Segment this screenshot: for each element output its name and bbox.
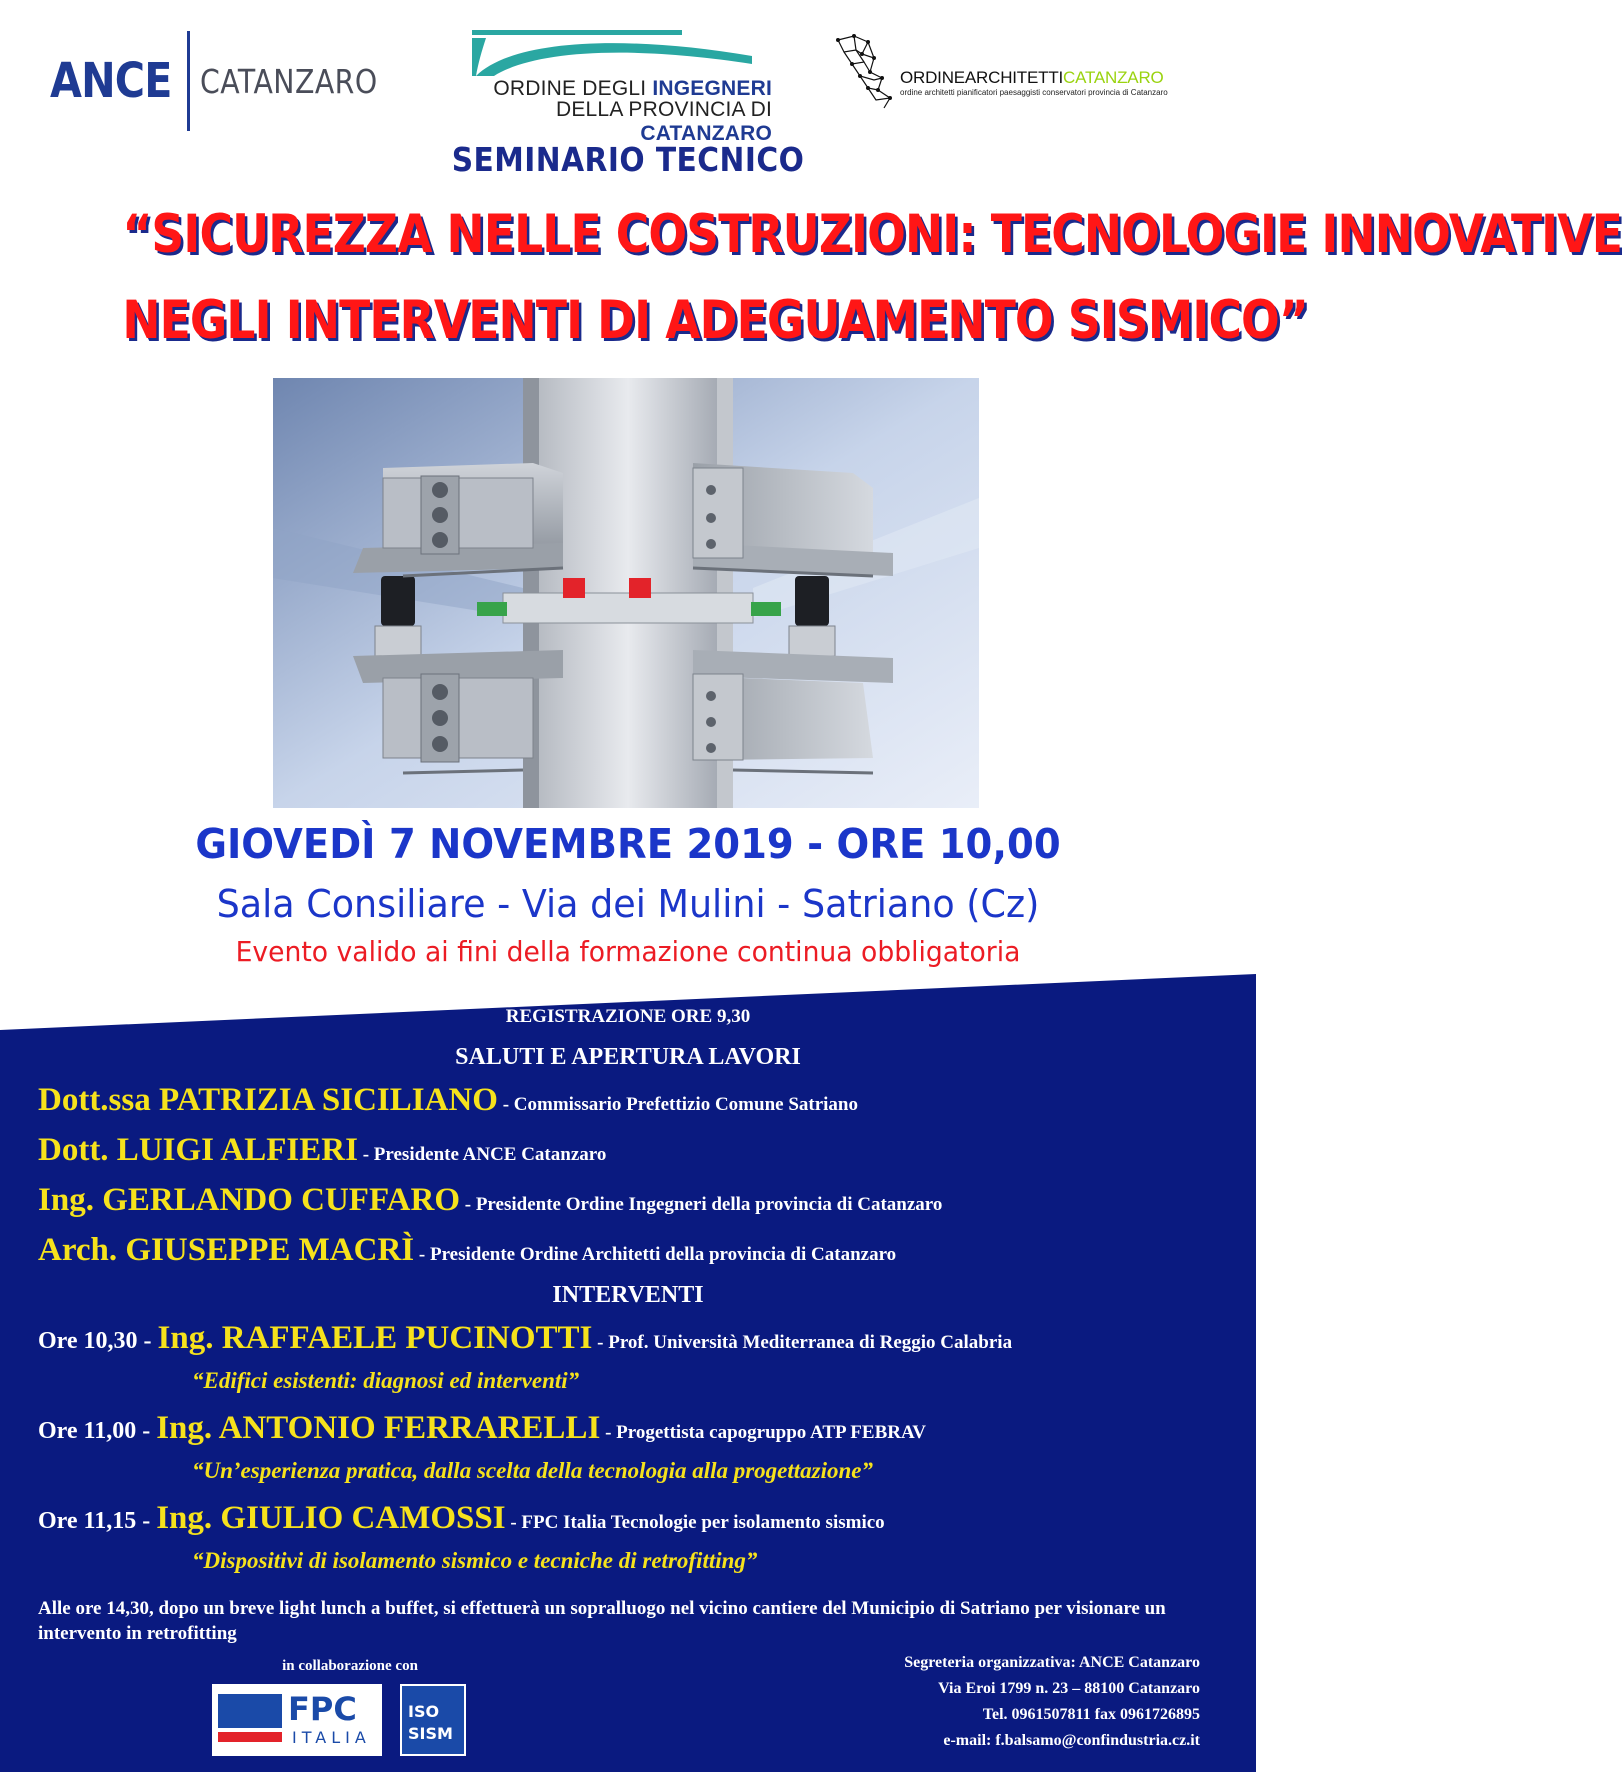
greeting-speaker [38,1232,896,1269]
greeting-speaker [38,1182,942,1219]
fpc-italia-logo [212,1684,382,1756]
greetings-heading: SALUTI E APERTURA LAVORI [455,1044,801,1070]
talk-topic: “Dispositivi di isolamento sismico e tecniche di retrofitting” [192,1548,758,1573]
ance-logo-divider [187,31,190,131]
speaker-role: - Presidente Ordine Ingegneri della provincia di Catanzaro [460,1194,943,1215]
seismic-isolator-illustration [273,378,979,808]
isosism-logo-line2: SISM [408,1724,453,1743]
speaker-role: - Presidente Ordine Architetti della provincia di Catanzaro [414,1244,897,1265]
speaker-name: Arch. GIUSEPPE MACRÌ [38,1232,415,1268]
speaker-role: - Presidente ANCE Catanzaro [357,1144,607,1165]
secretariat-address: Via Eroi 1799 n. 23 – 88100 Catanzaro [938,1680,1200,1697]
talk-time: Ore 11,00 - [38,1418,157,1444]
ance-logo-city: CATANZARO [200,61,378,101]
ingegneri-logo-line1: ORDINE DEGLI INGEGNERI [493,77,772,100]
talk-time: Ore 11,15 - [38,1508,157,1534]
talk-speaker-name: Ing. RAFFAELE PUCINOTTI [157,1320,593,1356]
registration-time: REGISTRAZIONE ORE 9,30 [505,1006,751,1027]
architetti-logo-subtitle: ordine architetti pianificatori paesaggisti conservatori provincia di Catanzaro [900,88,1168,97]
talk-topic: “Edifici esistenti: diagnosi ed interventi” [192,1368,580,1393]
architetti-logo-name: ORDINEARCHITETTICATANZARO [900,68,1164,87]
talk-speaker-role: - FPC Italia Tecnologie per isolamento sismico [505,1512,885,1533]
talk-speaker-name: Ing. GIULIO CAMOSSI [156,1500,506,1536]
isosism-logo [400,1684,466,1756]
talk-topic: “Un’esperienza pratica, dalla scelta della tecnologia alla progettazione” [192,1458,874,1483]
speaker-name: Dott. LUIGI ALFIERI [38,1132,358,1168]
training-credits-note: Evento valido ai fini della formazione continua obbligatoria [235,935,1021,968]
talk-entry [38,1320,1012,1357]
secretariat-phone: Tel. 0961507811 fax 0961726895 [982,1706,1200,1723]
talk-speaker-role: - Prof. Università Mediterranea di Reggio Calabria [592,1332,1013,1353]
seminar-kicker: SEMINARIO TECNICO [451,140,805,179]
collaboration-label: in collaborazione con [282,1658,418,1674]
ingegneri-logo-line2: DELLA PROVINCIA DI CATANZARO [555,98,772,145]
seminar-title-line1: “SICUREZZA NELLE COSTRUZIONI: TECNOLOGIE INNOVATIVE [122,204,1622,265]
speaker-role: - Commissario Prefettizio Comune Satriano [497,1094,858,1115]
event-venue: Sala Consiliare - Via dei Mulini - Satriano (Cz) [216,882,1040,926]
fpc-mark-icon [214,1684,286,1756]
speaker-name: Ing. GERLANDO CUFFARO [38,1182,460,1218]
seminar-title-line2: NEGLI INTERVENTI DI ADEGUAMENTO SISMICO” [122,290,1309,351]
greeting-speaker [38,1082,858,1119]
architetti-calabria-mark-icon [834,32,904,112]
ance-catanzaro-logo [50,30,407,132]
event-date: GIOVEDÌ 7 NOVEMBRE 2019 - ORE 10,00 [195,820,1061,868]
site-visit-note: Alle ore 14,30, dopo un breve light lunch a buffet, si effettuerà un sopralluogo nel vicino cantiere del Municipio di Satriano per visionare un intervento in retrofitting [38,1598,1166,1644]
talk-speaker-role: - Progettista capogruppo ATP FEBRAV [600,1422,926,1443]
talks-heading: INTERVENTI [552,1282,704,1308]
ance-logo-brand: ANCE [50,53,172,109]
ordine-architetti-logo [834,32,1204,112]
talk-entry [38,1500,885,1537]
secretariat-email: e-mail: f.balsamo@confindustria.cz.it [943,1732,1200,1749]
talk-time: Ore 10,30 - [38,1328,158,1354]
secretariat-contacts [904,1650,1200,1754]
secretariat-name: Segreteria organizzativa: ANCE Catanzaro [904,1654,1200,1671]
talk-speaker-name: Ing. ANTONIO FERRARELLI [156,1410,601,1446]
fpc-logo-name: FPC [288,1690,357,1728]
ingegneri-swoosh-icon [472,30,782,80]
ordine-ingegneri-logo [472,30,782,145]
talk-entry [38,1410,926,1447]
greeting-speaker [38,1132,606,1169]
fpc-logo-sub: ITALIA [292,1728,371,1747]
speaker-name: Dott.ssa PATRIZIA SICILIANO [38,1082,498,1118]
isosism-logo-line1: ISO [408,1702,440,1721]
